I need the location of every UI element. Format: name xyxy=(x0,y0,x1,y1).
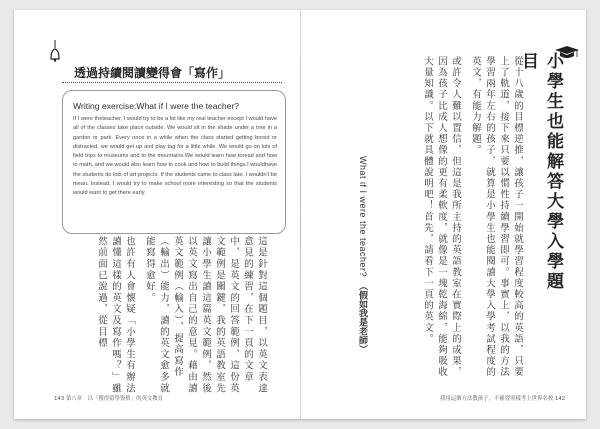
side-heading-english: What if I were the teacher? xyxy=(358,156,368,278)
page-gutter xyxy=(300,10,301,419)
exercise-title: Writing exercise:What if I were the teacher? xyxy=(73,101,240,111)
left-body-text xyxy=(58,236,268,400)
writing-exercise-box xyxy=(62,90,286,234)
right-paragraph: 或許令人難以置信，但這是我所主持的英語教室在實際上的成果，因為孩子比成人想像的更有柔軟度，就像是一塊乾海綿，能夠吸收大量知識。以下就具體說明吧！首先，請看下一頁的英文。 xyxy=(422,56,461,378)
section-heading xyxy=(62,64,272,84)
heading-underline xyxy=(62,82,282,83)
left-folio: 143 第八章 以「獲得留學資格」的英文教育 xyxy=(54,396,164,402)
side-heading xyxy=(344,156,372,386)
left-paragraph: 這是針對這個題目，以英文表達意見的練習，在下一頁的文章中，是英文的回答範例，這份英文範例是關鍵，我的英語教室先讓小學生讀這篇英文範例，然後以英文寫出自己的意見。藉由讀英文範例（輸入），提高寫作（輸出）能力，讀的英文愈多就能寫得愈好。 xyxy=(144,236,267,395)
right-folio: 我用這個方法教孩子，不補習照樣考上世界名校 142 xyxy=(440,396,566,402)
right-paragraph: 從十八歲的目標逆推，讓孩子一開始就學習程度較高的英語，只要上了軌道，接下來只要以慣性持續學習即可。事實上，以我的方法學習兩年左右的孩子，就算是小學生也能閱讀大學入學考試程度的英文，有能力解題。 xyxy=(470,56,523,378)
exercise-body: If I were theteacher, I would try to be a lot like my real teacher except I would have all of the classes take place outside. We would sit in the shade under a tree in a garden or park. Every once in a while when the class started getting bored or distracted, we would get up and play tag for a little while. We would go on lots of field trips to museums and to the mountains.We would learn how toread and how to math, and we would also learn how to cook and how to build things.I wouldhave the students do lots of art projects. If the students came to class late. I wouldn't be mean. Instead, I would try to make school more interesting so that the students would want to get there early. xyxy=(73,116,277,197)
right-body-text xyxy=(374,56,524,378)
bell-icon xyxy=(50,40,60,62)
left-paragraph: 也許有人會懷疑「小學生有辦法讀懂這樣的英文及寫作嗎？」雖然前面已說過，從目標 xyxy=(96,236,135,395)
book-spread xyxy=(14,10,586,419)
side-heading-chinese: （假如我是老師） xyxy=(358,281,368,354)
section-heading-text: 透過持續閱讀變得會「寫作」 xyxy=(74,66,231,80)
chapter-title: 小學生也能解答大學入學題目 xyxy=(518,52,563,292)
